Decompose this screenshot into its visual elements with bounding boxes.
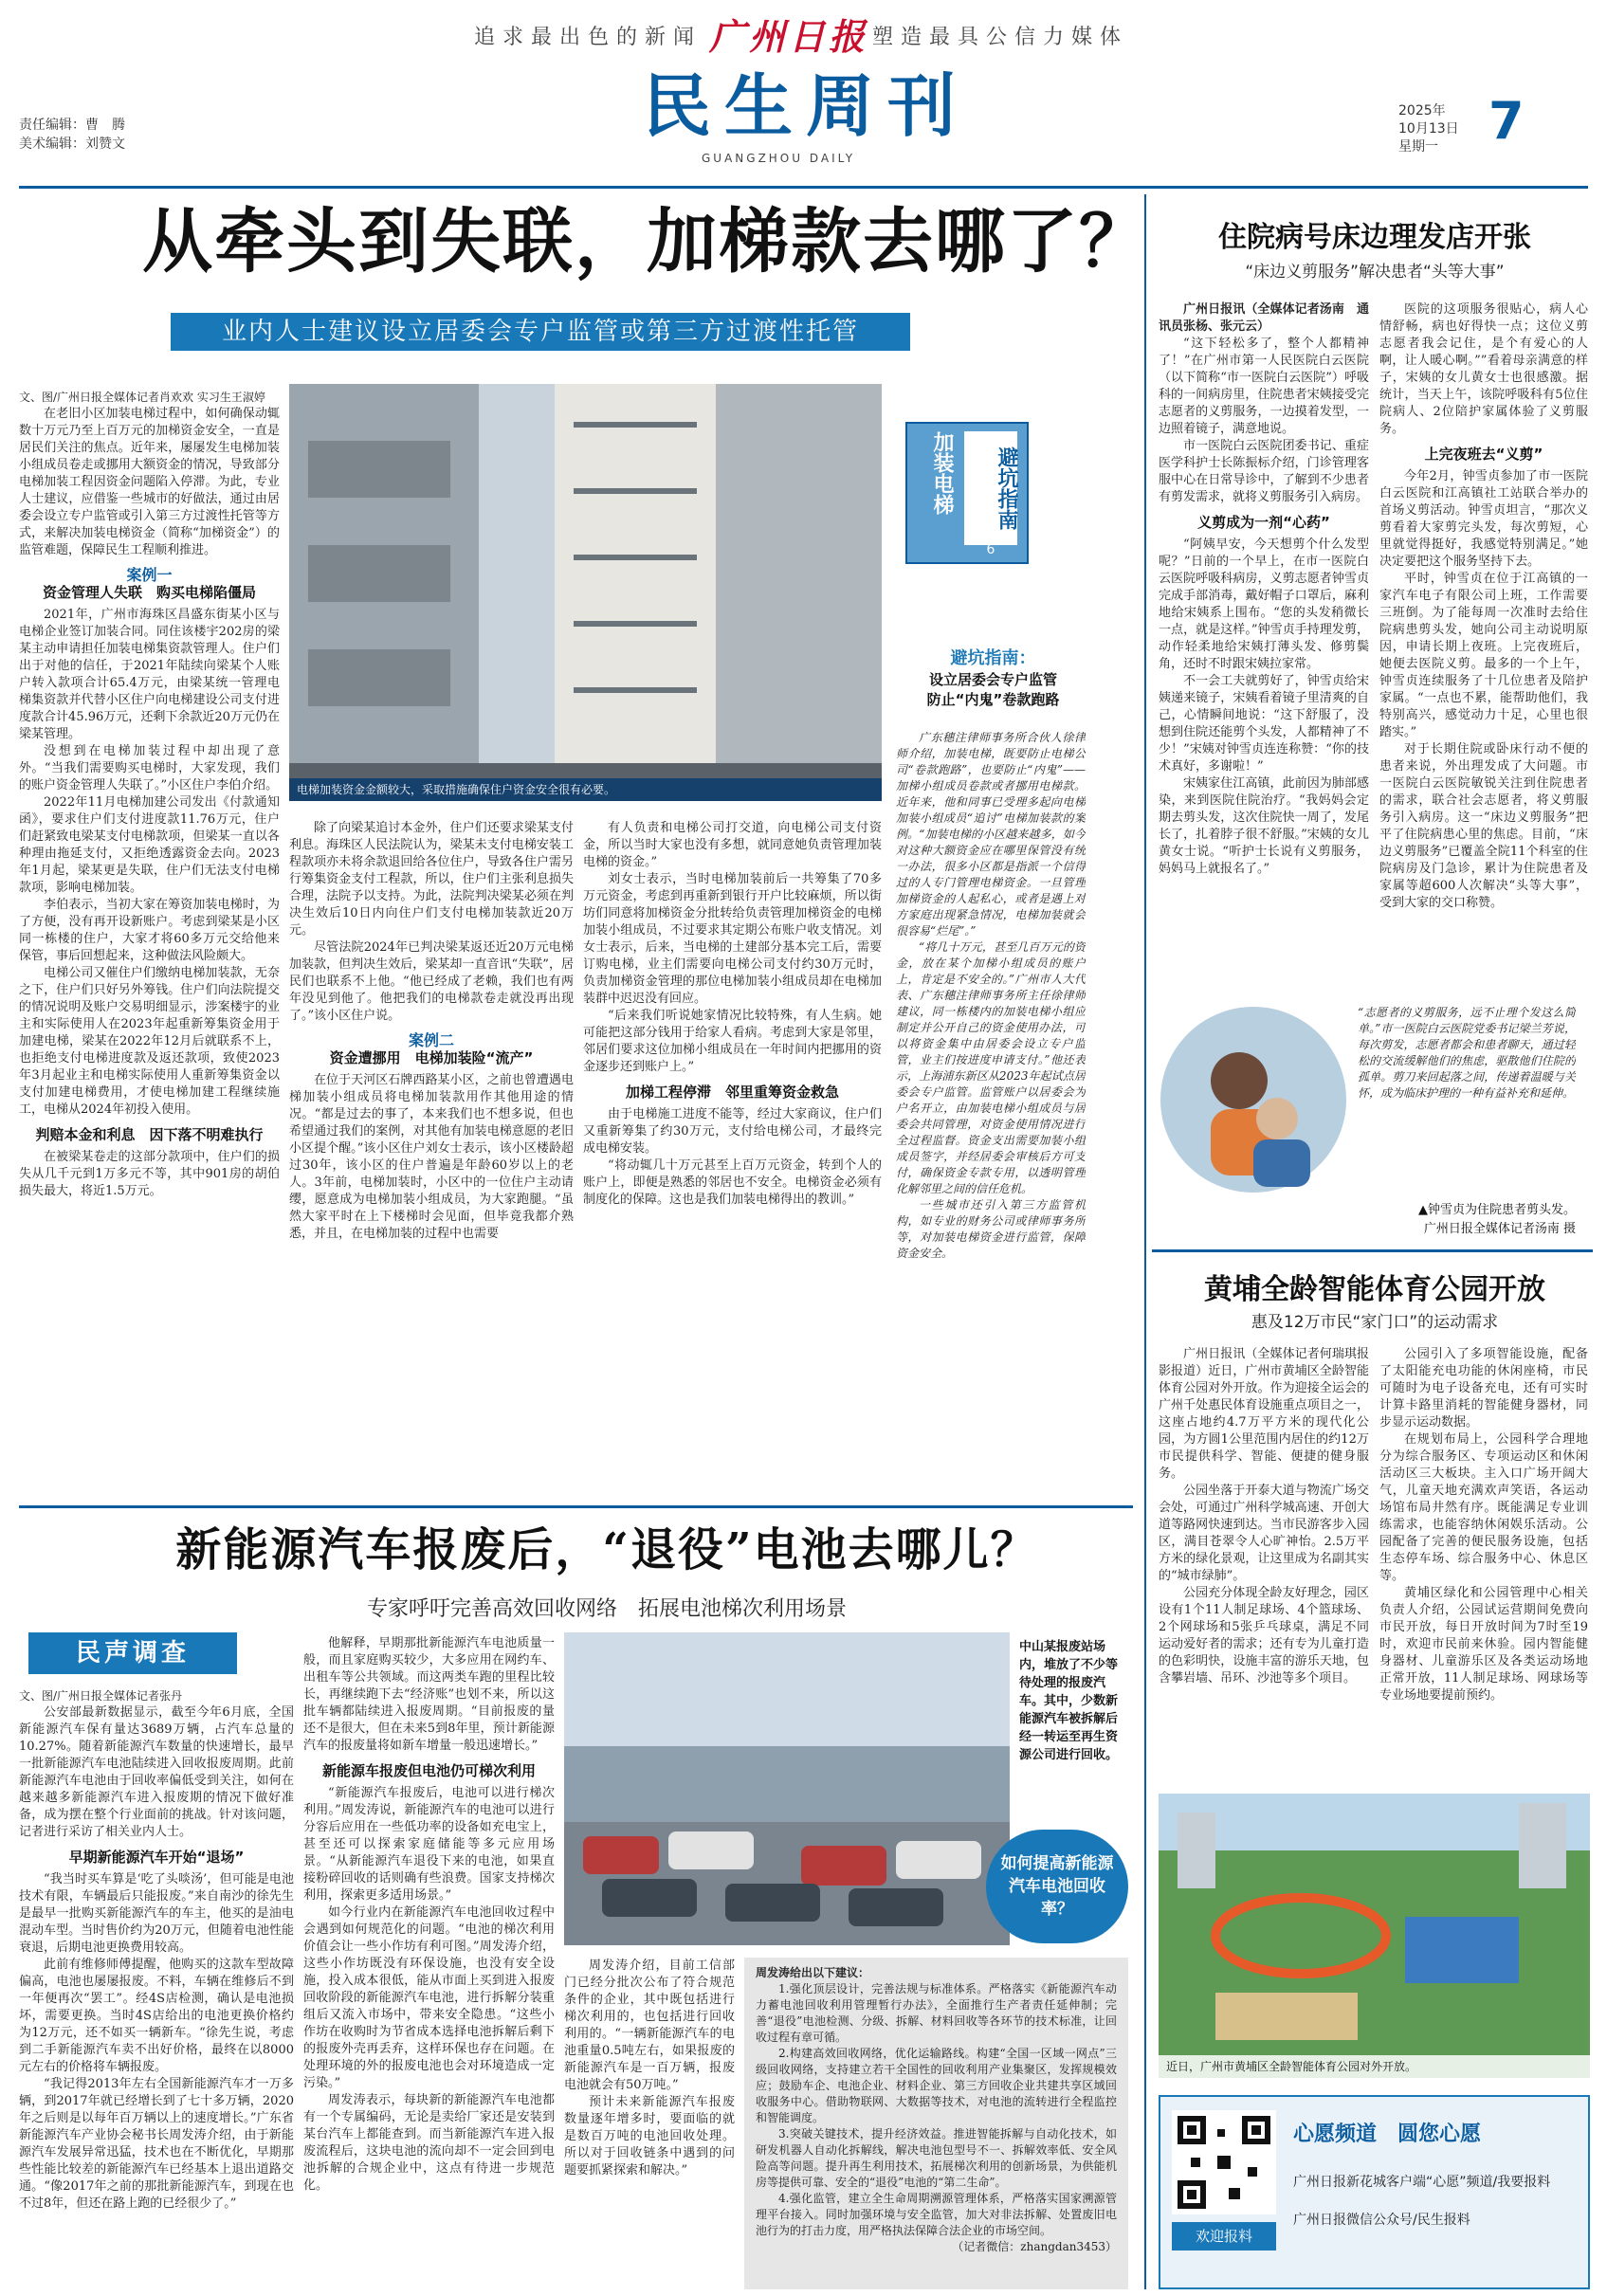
story3-text1: “这下轻松多了，整个人都精神了！”在广州市第一人民医院白云医院（以下简称“市一医院白云医院”）呼吸科的一间病房里，住院患者宋姨接受完志愿者的义剪服务，一边摸着发型，一边照着镜子，满意地说。: [1159, 337, 1369, 436]
guide-box-num: 6: [986, 542, 995, 557]
col3-text4: 由于电梯施工进度不能等，经过大家商议，住户们又重新筹集了约30万元，支付给电梯公司，才最终完成电梯安装。: [583, 1107, 882, 1156]
story1-column-1: [19, 389, 280, 1488]
slogan-right: 塑造最具公信力媒体: [872, 26, 1129, 49]
story1-headline: 从牵头到失联，加梯款去哪了？: [142, 201, 1151, 282]
suggest-1: 1.强化顶层设计，完善法规与标准体系。严格落实《新能源汽车动力蓄电池回收利用管理暂行办法》，全面推行生产者责任延伸制；完善“退役”电池检测、分级、拆解、材料回收等各环节的技术标准，让回收过程有章可循。: [756, 1982, 1117, 2044]
story2-text2: “我当时买车算是‘吃了头啖汤’，但可能是电池技术有限，车辆最后只能报废。”来自南沙的徐先生是最早一批购买新能源汽车的车主，他买的是油电混动车型。当时售价约为20万元，但随着电池性能衰退，后期电池更换费用较高。: [19, 1872, 294, 1955]
park-photo-art: [1159, 1794, 1590, 2078]
footer-box: [1159, 2095, 1590, 2289]
case1-text3: 2022年11月电梯加建公司发出《付款通知函》，要求住户们支付进度款11.76万元，住户们赶紧致电梁某支付电梯款项，但梁某一直以各种理由拖延支付，又拒绝透露资金去向。2023年1月起，梁某更是失联，住户们无法支付电梯款项，影响电梯加装。: [19, 795, 280, 895]
question-bubble: 如何提高新能源汽车电池回收率？: [986, 1830, 1128, 1943]
editors: [19, 116, 125, 154]
story3-text4: 不一会工夫就剪好了，钟雪贞给宋姨递来镜子，宋姨看着镜子里清爽的自己，心情瞬间地说：“这下舒服了，没想到住院还能剪个头发，人都精神了不少！”宋姨对钟雪贞连连称赞：“你的技术真好，多谢啦！”: [1159, 674, 1369, 774]
case1-text: 2021年，广州市海珠区昌盛东街某小区与电梯企业签订加装合同。同住该楼宇202房的梁某主动申请担任加装电梯集资款管理人。住户们出于对他的信任，于2021年陆续向梁某个人账户转入款项合计65.4万元，由梁某统一管理电梯集资款并代替小区住户向电梯建设公司支付进度款合计45.96万元，还剩下余款近20万元仍在梁某管理。: [19, 608, 280, 741]
editor-1: 责任编辑：曹 腾: [19, 118, 125, 133]
story1-lead: 在老旧小区加装电梯过程中，如何确保动辄数十万元乃至上百万元的加梯资金安全，一直是居民们关注的焦点。近年来，屡屡发生电梯加装小组成员卷走或挪用大额资金的情况，导致部分电梯加装工程因资金问题陷入停滞。为此，专业人士建议，应借鉴一些城市的好做法，通过由居委会设立专户监管或引入第三方过渡性托管等方式，来解决加装电梯资金（简称“加梯资金”）的监管难题，保障民生工程顺利推进。: [19, 407, 280, 557]
date-year: 2025年: [1398, 103, 1446, 118]
slogan-left: 追求最出色的新闻: [474, 26, 703, 49]
tip-text: 广东穗注律师事务所合伙人徐律师介绍，加装电梯，既要防止电梯公司“卷款跑路”，也要防止“内鬼”——加梯小组成员卷款或者挪用电梯款。近年来，他和同事已受理多起向电梯加装小组成员“追讨”电梯加装款的案例。“加装电梯的小区越来越多，如今对这种大额资金应在哪里保管没有统一办法，很多小区都是指派一个信得过的人专门管理电梯资金。一旦管理加梯资金的人起私心，或者是遇上对方家庭出现紧急情况，电梯加装就会很容易“烂尾”。”: [896, 731, 1086, 938]
story3-headline: 住院病号床边理发店开张: [1218, 221, 1531, 254]
header-rule: [19, 186, 1588, 189]
col3-text3: “后来我们听说她家情况比较特殊，有人生病。她可能把这部分钱用于给家人看病。考虑到大家是邻里，邻居们要求这位加梯小组成员在一年时间内把挪用的资金逐步还到账户上。”: [583, 1009, 882, 1074]
section-en: GUANGZHOU DAILY: [702, 152, 856, 165]
tip-line2: 防止“内鬼”卷款跑路: [926, 691, 1060, 708]
car-photo: [564, 1632, 1010, 1945]
col3-text2: 刘女士表示，当时电梯加装前后一共筹集了70多万元资金，考虑到再重新到银行开户比较麻烦，所以街坊们同意将加梯资金分批转给负责管理加梯资金的电梯加装小组成员，不过要求其定期公布账户收支情况。刘女士表示，后来，当电梯的土建部分基本完工后，需要订购电梯，业主们需要向电梯公司支付约30万元时，负责加梯资金管理的那位电梯加装小组成员却在电梯加装群中迟迟没有回应。: [583, 872, 882, 1006]
tip-header: [901, 645, 1086, 709]
story2-byline: 文、图/广州日报全媒体记者张丹: [19, 1689, 183, 1703]
story1-column-3: [583, 820, 882, 1493]
case2-title: 资金遭挪用 电梯加装险“流产”: [329, 1049, 534, 1066]
story1-deck: 业内人士建议设立居委会专户监管或第三方过渡性托管: [171, 313, 910, 351]
tip-column: [896, 730, 1086, 1488]
story4-headline: 黄埔全龄智能体育公园开放: [1204, 1273, 1545, 1306]
tip-line1: 设立居委会专户监管: [928, 671, 1057, 688]
section-title: 民生周刊: [642, 65, 969, 146]
column-tag: 民声调查: [28, 1632, 237, 1674]
guide-box-right: 避坑指南: [964, 431, 1017, 545]
case1-label: 案例一: [126, 566, 173, 584]
haircut-photo: [1159, 1005, 1348, 1194]
guide-box: [905, 422, 1029, 564]
column-rule: [1144, 194, 1146, 2289]
story4-deck: 惠及12万市民“家门口”的运动需求: [1251, 1313, 1499, 1332]
story1-column-2: [289, 820, 574, 1493]
case2-text: 在位于天河区石牌西路某小区，之前也曾遭遇电梯加装小组成员将电梯加装款用作其他用途的情况。“都是过去的事了，本来我们也不想多说，但也希望通过我们的案例，对其他有加装电梯意愿的老旧小区提个醒。”该小区住户刘女士表示，该小区楼龄超过30年，该小区的住户普遍是年龄60岁以上的老人。3年前，电梯加装时，小区中的一位住户主动请缨，愿意成为电梯加装小组成员，为大家跑腿。“虽然大家平时在上下楼梯时会见面，但毕竟我都介熟悉，并且，在电梯加装的过程中也需要: [289, 1073, 574, 1241]
case1-title: 资金管理人失联 购买电梯陷僵局: [42, 584, 256, 601]
story3-deck: “床边义剪服务”解决患者“头等大事”: [1245, 263, 1505, 282]
story3-text9: 对于长期住院或卧床行动不便的患者来说，外出理发成了大问题。市一医院白云医院敏锐关注到住院患者的需求，联合社会志愿者，将义剪服务引入病房。这一“床边义剪服务”把平了住院病患心里的焦虑。目前，“床边义剪服务”已覆盖全院11个科室的住院病房及门急诊，累计为住院患者及家属等超600人次解决“头等大事”，受到大家的交口称赞。: [1379, 742, 1588, 910]
suggest-4: 4.强化监管，建立全生命周期溯源管理体系，严格落实国家溯源管理平台接入。同时加强环境与安全监管，加大对非法拆解、处置废旧电池行为的打击力度，用严格执法保障合法企业的市场空间。: [756, 2192, 1117, 2237]
right-divider: [1152, 1249, 1593, 1252]
story4-text3: 公园充分体现全龄友好理念，园区设有1个11人制足球场、4个篮球场、2个网球场和5张乒乓球桌，满足不同运动爱好者的需求；还有专为儿童打造的色彩明快，设施丰富的游乐天地，包含攀岩墙、吊环、沙池等多个项目。: [1159, 1586, 1369, 1686]
col3-text5: “将动辄几十万元甚至上百万元资金，转到个人的账户上，即便是熟悉的邻居也不安全。电梯资金必须有制度化的保障。这也是我们加装电梯得出的教训。”: [583, 1158, 882, 1207]
footer-line-2: 广州日报微信公众号/民生报料: [1293, 2213, 1470, 2228]
editor-2: 美术编辑：刘赞文: [19, 137, 125, 152]
story4-text1: 广州日报讯（全媒体记者何瑞琪报影报道）近日，广州市黄埔区全龄智能体育公园对外开放。作为迎接全运会的广州千处惠民体育设施重点项目之一，这座占地约4.7万平方米的现代化公园，为方圆1公里范围内居住的约12万市民提供科学、智能、便捷的健身服务。: [1159, 1347, 1369, 1481]
story3-text7: 今年2月，钟雪贞参加了市一医院白云医院和江高镇社工站联合举办的首场义剪活动。钟雪贞坦言，“那次义剪看着大家剪完头发，每次剪短，心里就觉得挺好，我感觉特别满足。”她决定要把这个服务坚持下去。: [1379, 469, 1588, 569]
car-photo-art: [564, 1632, 1010, 1945]
story4-column-2: [1379, 1346, 1588, 1782]
haircut-caption: ▲钟雪贞为住院患者剪头发。: [1418, 1203, 1576, 1217]
story1-sub2: 加梯工程停滞 邻里重筹资金救急: [625, 1084, 839, 1101]
story2-text1: 公安部最新数据显示，截至今年6月底，全国新能源汽车保有量达3689万辆，占汽车总量的10.27%。随着新能源汽车数量的快速增长，最早一批新能源汽车电池陆续进入回收报废周期。此前新能源汽车电池由于回收率偏低受到关注，如何在越来越多新能源汽车进入报废期的情况下做好准备，成为摆在整个行业面前的挑战。针对该问题，记者进行采访了相关业内人士。: [19, 1705, 294, 1839]
date-block: [1398, 102, 1459, 156]
story2-text9: 周发涛介绍，目前工信部门已经分批次公布了符合规范条件的企业，其中既包括进行梯次利用的，也包括进行回收利用的。“一辆新能源汽车的电池重量0.5吨左右，如果报废的新能源汽车是一百万辆，报废电池就会有50万吨。”: [564, 1959, 735, 2092]
story4-text4: 公园引入了多项智能设施，配备了太阳能充电功能的休闲座椅，市民可随时为电子设备充电，还有可实时计算卡路里消耗的智能健身器材，同步显示运动数据。: [1379, 1347, 1588, 1430]
suggestion-box: [744, 1958, 1128, 2289]
qr-code-icon[interactable]: [1172, 2110, 1276, 2214]
story1-sub1-text: 在被梁某卷走的这部分款项中，住户们的损失从几千元到1万多元不等，其中901房的胡伯损失最大，将近1.5万元。: [19, 1150, 280, 1198]
story2-text3: 此前有维修师傅提醒，他购买的这款车型故障偏高，电池也屡屡报废。不料，车辆在维修后不到一年便再次“罢工”。经4S店检测，确认是电池损坏，需要更换。当时4S店给出的电池更换价格约为12万元，还不如买一辆新车。“徐先生说，考虑到二手新能源汽车卖不出好价格，最终在以8000元左右的价格将车辆报废。: [19, 1958, 294, 2074]
story1-sub1: 判赔本金和利息 因下落不明难执行: [35, 1126, 264, 1143]
col2-text2: 尽管法院2024年已判决梁某返还近20万元电梯加装款，但判决生效后，梁某却一直音讯“失联”，居民们也联系不上他。“他已经成了老赖，我们也有两年没见到他了。他把我们的电梯款卷走就没再出现了。”该小区住户说。: [289, 940, 574, 1023]
story4-column-1: [1159, 1346, 1369, 1782]
suggest-3: 3.突破关键技术，提升经济效益。推进智能拆解与自动化技术，如研发机器人自动化拆解线，解决电池包型号不一、拆解效率低、安全风险高等问题。提升再生利用技术，拓展梯次利用的创新场景，为供能机房等提供可靠、安全的“退役”电池的“第二生命”。: [756, 2127, 1117, 2189]
story2-column-1: [19, 1687, 294, 2294]
story3-sub1: 义剪成为一剂“心药”: [1197, 514, 1330, 531]
story3-text8: 平时，钟雪贞在位于江高镇的一家汽车电子有限公司上班，工作需要三班倒。为了能每周一次准时去给住院病患剪头发，她向公司主动说明原因，申请长期上夜班。上完夜班后，她便去医院义剪。最多的一个上午，钟雪贞连续服务了十几位患者及陪护家属。“一点也不累，能帮助他们，我特别高兴，感觉动力十足，心里也很踏实。”: [1379, 572, 1588, 739]
tip-text3: 一些城市还引入第三方监管机构，如专业的财务公司或律师事务所等，对加装电梯资金进行监管，保障资金安全。: [896, 1198, 1086, 1260]
story2-sub2: 新能源车报废但电池仍可梯次利用: [321, 1762, 536, 1779]
story1-byline: 文、图/广州日报全媒体记者肖欢欢 实习生王淑婷: [19, 391, 265, 404]
story2-text8: 周发涛表示，每块新的新能源汽车电池都有一个专属编码，无论是卖给厂家还是安装到某台汽车上都能查到。而当新能源汽车进入报废流程后，这块电池的流向却不一定会回到电池拆解的合规企业中，这点有待进一步规范化。: [303, 2093, 555, 2193]
col3-text1: 有人负责和电梯公司打交道，向电梯公司支付资金，所以当时大家也没有多想，就同意她负责管理加装电梯的资金。”: [583, 821, 882, 869]
story2-text5: 他解释，早期那批新能源汽车电池质量一般，而且家庭购买较少，大多应用在网约车、出租车等公共领域。而这两类车跑的里程比较长，再继续跑下去“经济账”也划不来，所以这批车辆都陆续进入报废周期。“目前报废的量还不是很大，但在未来5到8年里，预计新能源汽车的报废量将如新车增量一般迅速增长。”: [303, 1636, 555, 1753]
date-week: 星期一: [1398, 139, 1438, 155]
story4-text5: 在规划布局上，公园科学合理地分为综合服务区、专项运动区和休闲活动区三大板块。主入口广场开阔大气，儿童天地充满欢声笑语，各运动场馆布局井然有序。既能满足专业训练需求，也能容纳休闲娱乐活动。公园配备了完善的便民服务设施，包括生态停车场、综合服务中心、休息区等。: [1379, 1432, 1588, 1583]
story4-text2: 公园坐落于开泰大道与物流广场交会处，可通过广州科学城高速、开创大道等路网快速到达。当市民游客步入园区，满目苍翠令人心旷神怡。2.5万平方米的绿化景观，让这里成为名副其实的“城市绿肺”。: [1159, 1484, 1369, 1583]
story2-headline: 新能源汽车报废后，“退役”电池去哪儿？: [175, 1523, 1038, 1576]
footer-line-1: 广州日报新花城客户端“心愿”频道/我要报料: [1293, 2175, 1551, 2190]
welcome-label: 欢迎报料: [1172, 2222, 1276, 2250]
story2-deck: 专家呼吁完善高效回收网络 拓展电池梯次利用场景: [366, 1597, 847, 1621]
haircut-credit: 广州日报全媒体记者汤南 摄: [1423, 1222, 1576, 1236]
park-photo-caption: 近日，广州市黄埔区全龄智能体育公园对外开放。: [1159, 2055, 1590, 2078]
case2-label: 案例二: [408, 1031, 454, 1049]
car-photo-caption: 中山某报废站场内，堆放了不少等待处理的报废汽车。其中，少数新能源汽车被拆解后经一转运至再生资源公司进行回收。: [1019, 1640, 1119, 1762]
story2-sub1: 早期新能源汽车开始“退场”: [68, 1849, 245, 1866]
elevator-photo-caption: 电梯加装资金金额较大，采取措施确保住户资金安全很有必要。: [289, 778, 882, 801]
story-divider: [19, 1505, 1133, 1508]
story3-byline: 广州日报讯（全媒体记者汤南 通讯员张杨、张元云）: [1159, 302, 1369, 334]
story3-text5: 宋姨家住江高镇，此前因为肺部感染，来到医院住院治疗。“我妈妈会定期去剪头发，这次住院快一周了，发尾长了，扎着脖子很不舒服。”宋姨的女儿黄女士说。“听护士长说有义剪服务，妈妈马上就报名了。”: [1159, 776, 1369, 876]
channel-title: 心愿频道 圆您心愿: [1293, 2123, 1482, 2146]
story2-text4: “我记得2013年左右全国新能源汽车才一万多辆，到2017年就已经增长到了七十多万辆，2020年之后则是以每年百万辆以上的速度增长。”广东省新能源汽车产业协会秘书长周发涛介绍，由于新能源汽车发展异常迅猛，技术也在不断优化，早期那些性能比较差的新能源汽车已经基本上退出道路交通。“像2017年之前的那批新能源汽车，到现在也不过8年，但还在路上跑的已经很少了。”: [19, 2077, 294, 2211]
story4-text6: 黄埔区绿化和公园管理中心相关负责人介绍，公园试运营期间免费向市民开放，每日开放时间为7时至19时，欢迎市民前来休验。园内智能健身器材、儿童游乐区及各类运动场地正常开放，11人制足球场、网球场等专业场地要提前预约。: [1379, 1586, 1588, 1703]
haircut-photo-area: [1159, 1005, 1576, 1242]
tip-text2: “将几十万元，甚至几百万元的资金，放在某个加梯小组成员的账户上，肯定是不安全的。”广州市人大代表、广东穗注律师事务所主任徐律师建议，同一栋楼内的加装电梯小组应制定并公开自己的资金使用办法，可以将资金集中由居委会设立专户监管，业主们按进度申请支付。”他还表示，上海浦东新区从2023年起试点居委会专户监管。监管账户以居委会为户名开立，由加装电梯小组成员与居委会共同管理，对资金使用情况进行全过程监督。资金支出需要加装小组成员签字，并经居委会审核后方可支付，确保资金专款专用，以透明管理化解邻里之间的信任危机。: [896, 940, 1086, 1195]
story3-text2: 市一医院白云医院团委书记、重症医学科护士长陈振标介绍，门诊管理客服中心在日常导诊中，了解到不少患者有剪发需求，就将义剪服务引入病房。: [1159, 439, 1369, 504]
suggest-title: 周发涛给出以下建议：: [756, 1966, 870, 1979]
reporter-wechat: （记者微信：zhangdan3453）: [952, 2240, 1117, 2253]
guide-box-left: 加装电梯: [930, 431, 954, 515]
story3-quote: “志愿者的义剪服务，远不止理个发这么简单。”市一医院白云医院党委书记梁兰芳说，每次剪发，志愿者都会和患者聊天，通过轻松的交流缓解他们的焦虑，驱散他们住院的孤单。剪刀来回起落之间，传递着温暖与关怀，成为临床护理的一种有益补充和延伸。: [1358, 1006, 1576, 1100]
story3-column-1: [1159, 301, 1369, 993]
col2-text1: 除了向梁某追讨本金外，住户们还要求梁某支付利息。海珠区人民法院认为，梁某未支付电梯安装工程款项亦未将余款退回给各位住户，导致各住户需另行筹集资金支付工程款，所以，住户们主张利息损失合理，法院予以支持。为此，法院判决梁某必须在判决生效后10日内向住户们支付电梯加装款近20万元。: [289, 821, 574, 938]
case1-text5: 电梯公司又催住户们缴纳电梯加装款，无奈之下，住户们只好另外筹钱。住户们向法院提交的情况说明及账户交易明细显示，涉案楼宇的业主和实际使用人在2023年起重新筹集资金用于加建电梯，梁某在2022年12月后就联系不上，也拒绝支付电梯进度款及返还款项，致使2023年3月起业主和电梯实际使用人重新筹集资金以支付加建电梯费用，才使电梯加建工程继续施工，电梯从2024年初投入使用。: [19, 966, 280, 1117]
story3-text3: “阿姨早安，今天想剪个什么发型呢？”日前的一个早上，在市一医院白云医院呼吸科病房，义剪志愿者钟雪贞完成手部消毒，戴好帽子口罩后，麻利地给宋姨系上围布。“您的头发稍微长一点，就是这样。”钟雪贞手持理发剪，动作轻柔地给宋姨打薄头发、修剪鬓角，还时不时跟宋姨拉家常。: [1159, 538, 1369, 671]
page-number: 7: [1488, 91, 1525, 151]
story3-text6: 医院的这项服务很贴心，病人心情舒畅，病也好得快一点；这位义剪志愿者我会记住，是个有爱心的人啊，让人暖心啊。””看着母亲满意的样子，宋姨的女儿黄女士也很感激。据统计，当天上午，该院呼吸科有5位住院病人、2位陪护家属体验了义剪服务。: [1379, 302, 1588, 436]
story3-sub2: 上完夜班去“义剪”: [1424, 446, 1543, 463]
newspaper-logo: 广州日报: [709, 15, 869, 58]
story2-text7: 如今行业内在新能源汽车电池回收过程中会遇到如何规范化的问题。“电池的梯次利用价值会让一些小作坊有利可图。”周发涛介绍，这些小作坊既没有环保设施，也没有安全设施，投入成本很低，能从市面上买到进入报废回收阶段的新能源汽车电池，进行拆解分装重组后又流入市场中，带来安全隐患。“这些小作坊在收购时为节省成本选择电池拆解后剩下的报废外壳再丢弃，这样环保也存在问题。在处理环境的外的报废电池也会对环境造成一定污染。”: [303, 1905, 555, 2090]
story2-text6: “新能源汽车报废后，电池可以进行梯次利用。”周发涛说，新能源汽车的电池可以进行分容后应用在一些低功率的设备如充电宝上，甚至还可以探索家庭储能等多元应用场景。“从新能源汽车退役下来的电池，如果直接粉碎回收的话则确有些浪费。国家支持梯次利用，探索更多适用场景。”: [303, 1786, 555, 1903]
elevator-photo: [289, 384, 882, 801]
tip-title: 避坑指南：: [950, 648, 1036, 668]
suggest-2: 2.构建高效回收网络，优化运输路线。构建“全国一区域一网点”三级回收网络，支持建立若干全国性的回收利用产业集聚区，发挥规模效应；鼓励车企、电池企业、材料企业、第三方回收企业共建共享区域回收服务中心。借助物联网、大数据等技术，对电池的流转进行全程监控和智能调度。: [756, 2047, 1117, 2124]
park-photo: [1159, 1794, 1590, 2078]
story2-column-2: [303, 1635, 555, 2294]
case1-text4: 李伯表示，当初大家在筹资加装电梯时，为了方便，没有再开设新账户。考虑到梁某是小区同一栋楼的住户，大家才将60多万元交给他来保管，事后回想起来，这种做法风险颇大。: [19, 898, 280, 963]
case1-text2: 没想到在电梯加装过程中却出现了意外。“当我们需要购买电梯时，大家发现，我们的账户资金管理人失联了。”小区住户李伯介绍。: [19, 744, 280, 793]
story3-column-2: [1379, 301, 1588, 993]
story2-column-3: [564, 1958, 735, 2289]
date-day: 10月13日: [1398, 121, 1459, 137]
story2-text10: 预计未来新能源汽车报废数量逐年增多时，要面临的就是数百万吨的电池回收处理。所以对于回收链条中遇到的问题要抓紧探索和解决。”: [564, 2095, 735, 2178]
elevator-photo-art: [289, 384, 882, 801]
